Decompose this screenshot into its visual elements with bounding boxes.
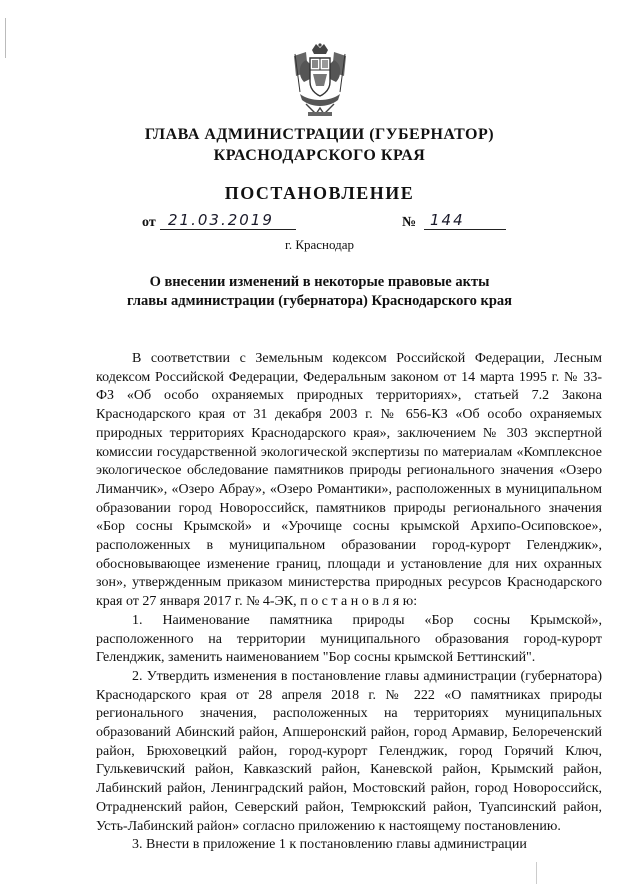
authority-title-line2: КРАСНОДАРСКОГО КРАЯ — [213, 147, 426, 164]
paragraph-item-3: 3. Внести в приложение 1 к постановлению главы администрации — [132, 837, 527, 853]
number-prefix: № — [402, 215, 417, 230]
date-number-row — [142, 211, 532, 233]
title-line1: О внесении изменений в некоторые правовые акты — [149, 274, 490, 290]
authority-title-line1: ГЛАВА АДМИНИСТРАЦИИ (ГУБЕРНАТОР) — [144, 126, 495, 143]
scan-artifact — [5, 18, 6, 58]
scan-artifact — [536, 862, 537, 884]
document-date: 21.03.2019 — [160, 211, 296, 230]
document-body — [96, 350, 602, 855]
document-number: 144 — [424, 211, 506, 230]
paragraph-item-1: 1. Наименование памятника природы «Бор сосны Крымской», расположенного на территории муниципального образования город-курорт Геленджик, заменить наименованием "Бор сосны крымской Беттинский". — [96, 612, 602, 666]
paragraph-item-2: 2. Утвердить изменения в постановление главы администрации (губернатора) Краснодарского края от 28 апреля 2018 г. № 222 «О памятниках природы регионального значения, расположенных на территориях муниципальных образований Абинский район, Апшеронский район, город Армавир, Белореченский район, Брюховецкий район, город-курорт Геленджик, город Горячий Ключ, Гулькевичский район, Кавказский район, Каневской район, Крымский район, Лабинский район, Ленинградский район, Мостовский район, город Новороссийск, Отрадненский район, Северский район, Темрюкский район, Туапсинский район, Усть-Лабинский район» согласно приложению к настоящему постановлению. — [96, 668, 602, 834]
document-title — [0, 273, 639, 311]
coat-of-arms-icon — [286, 42, 354, 120]
paragraph-preamble: В соответствии с Земельным кодексом Российской Федерации, Лесным кодексом Российской Федерации, Федеральным законом от 14 марта 1995 г. № 33-ФЗ «Об особо охраняемых природных территориях», статьей 7.2 Закона Краснодарского края от 31 декабря 2003 г. № 656-КЗ «Об особо охраняемых природных территориях Краснодарского края», заключением № 303 экспертной комиссии государственной экологической экспертизы по материалам «Комплексное экологическое обследование памятников природы регионального значения «Озеро Лиманчик», «Озеро Абрау», «Озеро Романтики», расположенных в муниципальном образовании город Новороссийск, памятников природы регионального значения «Бор сосны Крымской» и «Урочище сосны крымской Архипо-Осиповское», расположенных в муниципальном образовании город-курорт Геленджик», обосновывающее изменение границ, площади и установление для них охранных зон», утвержденным приказом министерства природных ресурсов Краснодарского края от 27 января 2017 г. № 4-ЭК, п о с т а н о в л я ю: — [96, 351, 602, 610]
title-line2: главы администрации (губернатора) Краснодарского края — [126, 293, 513, 309]
city: г. Краснодар — [284, 237, 355, 252]
document-type: ПОСТАНОВЛЕНИЕ — [224, 183, 415, 203]
date-prefix: от — [142, 215, 156, 230]
